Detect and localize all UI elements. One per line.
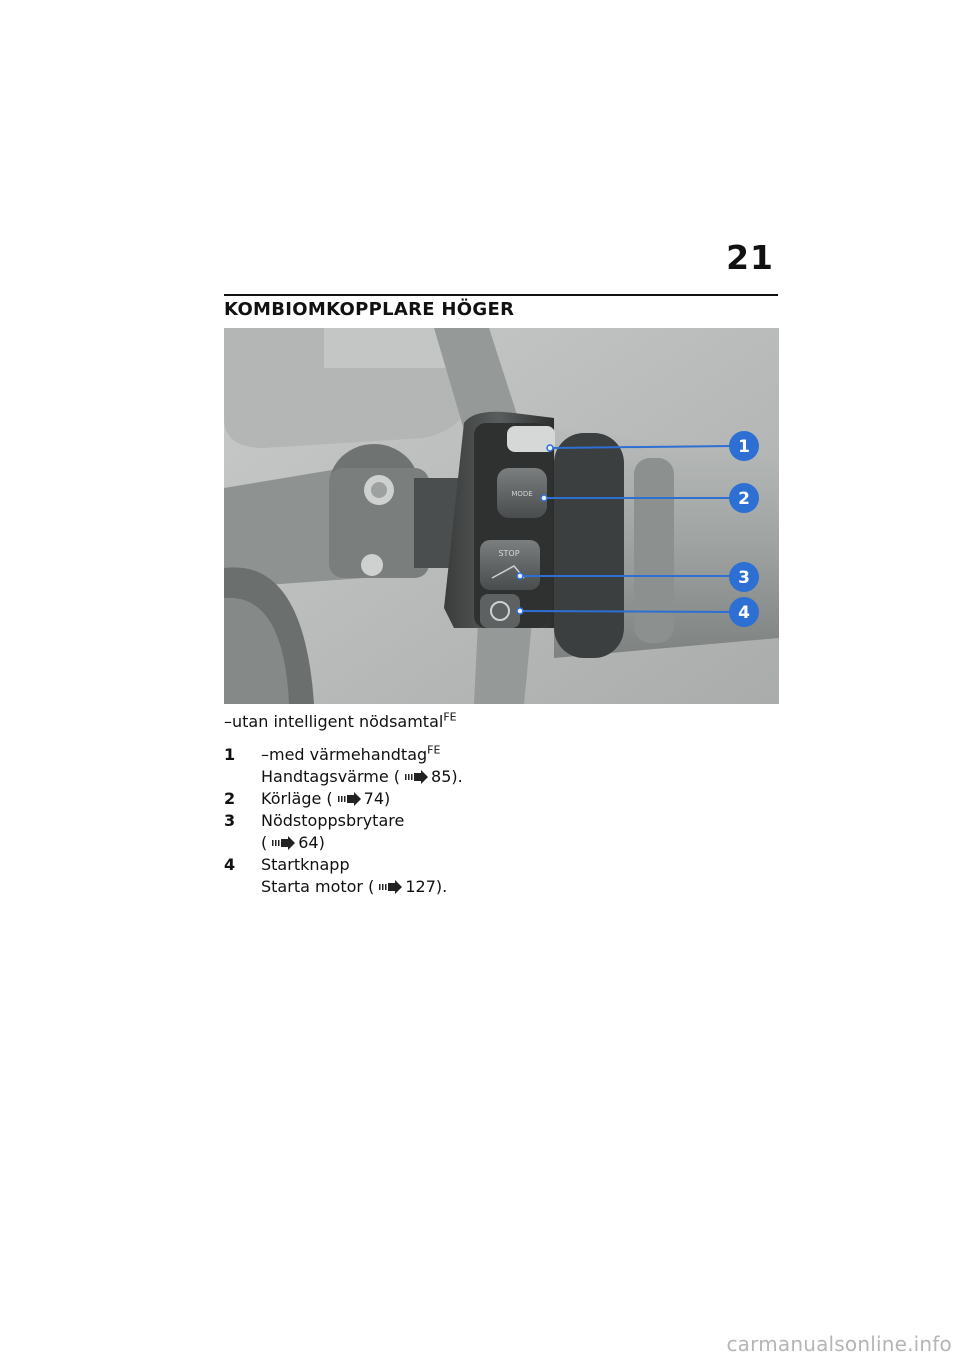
mode-button-label: MODE [511,490,533,498]
handlebar-switch-illustration [224,328,779,704]
callout-1 [729,431,759,461]
page-ref[interactable]: 74 [363,789,384,808]
legend-list [224,744,584,898]
caption-text: –utan intelligent nödsamtal [224,712,444,731]
page-ref[interactable]: 127 [405,877,436,896]
caption-superscript: FE [443,710,457,724]
figure-caption [224,712,457,731]
legend-line: –med värmehandtag [261,745,428,764]
legend-line: Handtagsvärme [261,767,389,786]
section-rule [224,294,778,296]
page-ref[interactable]: 64 [298,833,319,852]
svg-text:2: 2 [738,489,750,509]
svg-text:4: 4 [738,603,750,623]
legend-item-4: 4 Startknapp Starta motor ( 127). [224,855,448,896]
legend-line: Körläge [261,789,322,808]
section-title: KOMBIOMKOPPLARE HÖGER [224,299,515,320]
page-ref-arrow-icon [378,880,402,894]
legend-number: 4 [224,855,236,874]
legend-item-1: 1 –med värmehandtag$^{FE}$ Handtagsvärme ( 85). [224,743,463,786]
stop-button-label: STOP [498,549,520,558]
page-ref[interactable]: 85 [431,767,452,786]
callout-2 [729,483,759,513]
page-ref-arrow-icon [271,836,295,850]
legend-superscript: FE [427,743,441,757]
legend-number: 3 [224,811,236,830]
svg-text:3: 3 [738,568,750,588]
callout-4 [729,597,759,627]
legend-line: Startknapp [261,855,350,874]
page-number: 21 [726,238,774,277]
legend-line: Starta motor [261,877,363,896]
legend-item-3: 3 Nödstoppsbrytare ( 64) [224,811,405,852]
page-ref-arrow-icon [337,792,361,806]
legend-number: 2 [224,789,236,808]
callout-3 [729,562,759,592]
legend-item-2: 2 Körläge ( 74) [224,789,391,808]
page-ref-arrow-icon [404,770,428,784]
watermark: carmanualsonline.info [726,1332,952,1356]
switch-figure [224,328,779,704]
svg-text:1: 1 [738,437,750,457]
legend-number: 1 [224,745,236,764]
legend-line: Nödstoppsbrytare [261,811,405,830]
